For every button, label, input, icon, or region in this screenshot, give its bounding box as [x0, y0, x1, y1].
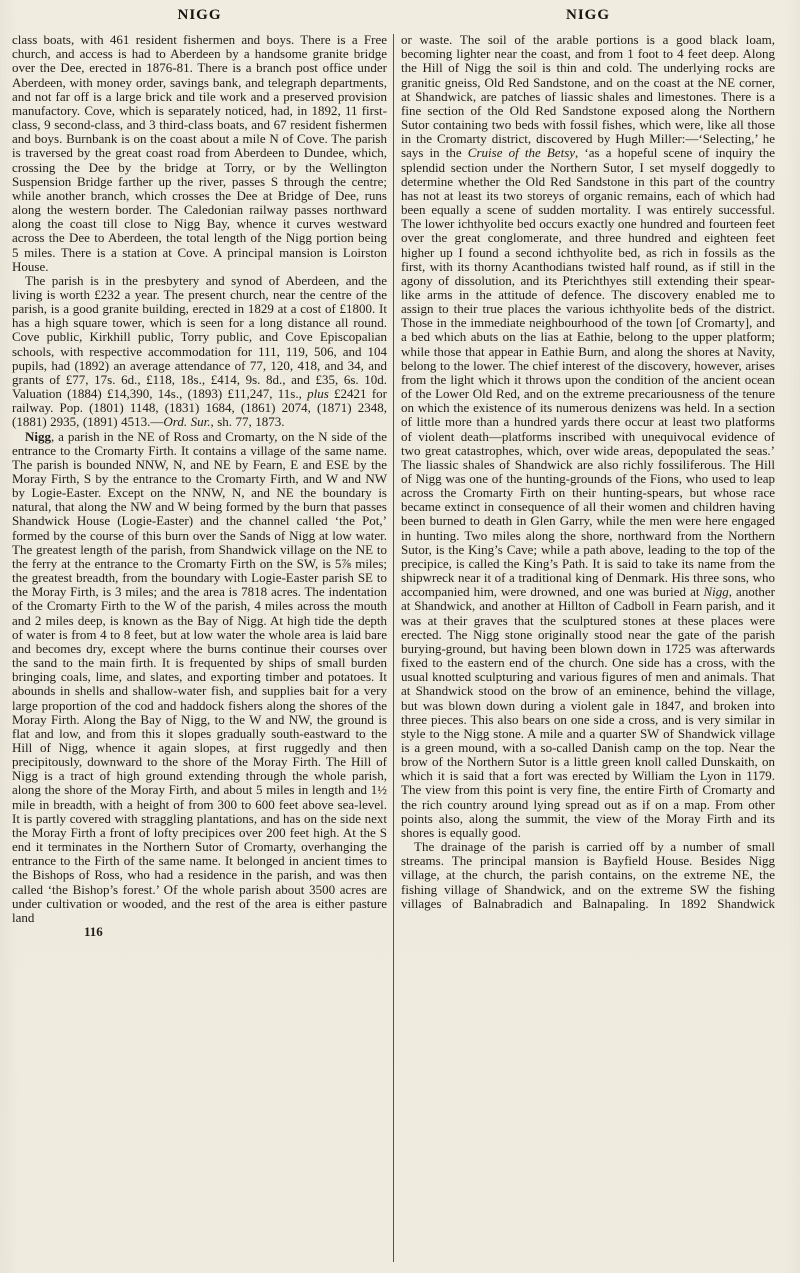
- paragraph-text: , another at Shandwick, and another at Hillton of Cadboll in Fearn parish, and it was at their graves that the sculptured stones at these places were erected. The Nigg stone originally stood near the gate of the parish burying-ground, but having been blown down in 1725 was afterwards fixed to the eastern end of the church. One side has a cross, with the usual knotted sculpturing and various figures of men and animals. That at Shandwick stood on the brow of an eminence, behind the village, but was blown down during a violent gale in 1847, and broken into three pieces. This also bears on one side a cross, and is very similar in style to the Nigg stone. A mile and a quarter SW of Shandwick village is a green mound, with a so-called Danish camp on the top. Near the brow of the Northern Sutor is a little green knoll called Dunskaith, on which it is said that a fort was erected by William the Lyon in 1179. The view from this point is very fine, the entire Firth of Cromarty and the rich country around lying spread out as if on a map. From other points also, along the summit, the view of the Moray Firth and its shores is equally good.: [401, 584, 776, 840]
- page-number: 116: [84, 924, 103, 939]
- paragraph-text: or waste. The soil of the arable portions is a good black loam, becoming lighter near the coast, and from 1 foot to 4 feet deep. Along the Hill of Nigg the soil is thin and cold. The underlying rocks are granitic gneiss, Old Red Sandstone, and on the coast at the NE corner, at Shandwick, are patches of liassic shales and limestones. There is a fine section of the Old Red Sandstone exposed along the Northern Sutor containing two beds with fossil fishes, which were, like all those in the Cromarty district, discovered by Hugh Miller:—‘Selecting,’ he says in the: [401, 32, 775, 161]
- italic-place-nigg: Nigg: [703, 584, 729, 600]
- running-head-right: NIGG: [565, 7, 610, 23]
- paragraph-text: class boats, with 461 resident fishermen and boys. There is a Free church, and access is had to Aberdeen by a handsome granite bridge over the Dee, erected in 1876-81. There is a branch post office under Aberdeen, with money order, savings bank, and telegraph departments, and not far off is a large brick and tile work and a preserved provision manufactory. Cove, which is separately noticed, had, in 1892, 11 first-class, 9 second-class, and 3 third-class boats, and 67 resident fishermen and boys. Burnbank is on the coast about a mile N of Cove. The parish is traversed by the great coast road from Aberdeen to Dundee, which, crossing the Dee by the bridge at Torry, or by the Wellington Suspension Bridge farther up the river, passes S through the centre; while another branch, which crosses the Dee at Bridge of Dee, runs along the western border. The Caledonian railway passes northward along the coast till close to Nigg Bay, whence it curves westward across the Dee to Aberdeen, the total length of the Nigg portion being 5 miles. There is a station at Cove. A principal mansion is Loirston House.: [12, 32, 387, 274]
- paragraph-drainage-villages: [401, 840, 775, 911]
- paragraph-continuation-soil-miller: [401, 33, 775, 840]
- italic-book-title-cruise-of-the-betsy: Cruise of the Betsy: [467, 145, 576, 161]
- paragraph-text: , ‘as a hopeful scene of inquiry the splendid section under the Northern Sutor, I set myself doggedly to determine whether the Old Red Sandstone in this part of the country has not at least its two storeys of organic remains, each of which had been equally a scene of sudden mortality. I was entirely successful. The lower ichthyolite bed occurs exactly one hundred and fourteen feet over the great conglomerate, and three hundred and eighteen feet higher up I found a second ichthyolite bed, as rich in fossils as the first, with its thorny Acanthodians twisted half round, as if still in the agony of dissolution, and its Pterichthyes still extending their spear-like arms in the attitude of defence. The discovery enabled me to assign to their true places the various ichthyolite beds of the district. Those in the immediate neighbourhood of the town [of Cromarty], and a bed which abuts on the lias at Eathie, belong to the upper platform; while those that appear in Eathie Burn, and along the shores at Navity, belong to the lower. The chief interest of the discovery, however, arises from the light which it throws upon the condition of the ancient ocean of the Lower Old Red, and on the extreme precariousness of the tenure on which the existence of its numerous denizens was held. In a section of little more than a hundred yards there occur at least two platforms of violent death—platforms inscribed with unequivocal evidence of two great catastrophes, which, over wide areas, depopulated the seas.’ The liassic shales of Shandwick are also richly fossiliferous. The Hill of Nigg was one of the hunting-grounds of the Fions, who used to leap across the Cromarty Firth on their hunting-spears, but whose race became extinct in consequence of all their women and children having been burned to death in Glen Garry, while the men were here engaged in hunting. Two miles along the shore, northward from the Northern Sutor, is the King’s Cave; while a path above, leading to the top of the precipice, is called the King’s Path. It is said to take its name from the shipwreck near it of a traditional king of Denmark. His three sons, who accompanied him, were drowned, and one was buried at: [401, 145, 775, 600]
- running-head-left: NIGG: [177, 7, 222, 23]
- paragraph-text: £2421 for railway. Pop. (1801) 1148, (1831) 1684, (1861) 2074, (1871) 2348, (1881) 2935, (1891) 4513.—: [12, 386, 387, 430]
- left-column: [12, 6, 393, 1273]
- paragraph-text: The drainage of the parish is carried off by a number of small streams. The principal mansion is Bayfield House. Besides Nigg village, at the church, the parish contains, on the extreme NE, the fishing village of Shandwick, and on the extreme SW the fishing villages of Balnabradich and Balnapaling. In 1892 Shandwick: [401, 839, 775, 911]
- paragraph-nigg-ross-cromarty: [12, 430, 387, 925]
- paragraph-text: The parish is in the presbytery and synod of Aberdeen, and the living is worth £232 a year. The present church, near the centre of the parish, is a good granite building, erected in 1829 at a cost of £1800. It has a high square tower, which is seen for a long distance all round. Cove public, Kirkhill public, Torry public, and Cove Episcopalian schools, with respective accommodation for 111, 119, 506, and 104 pupils, had (1892) an average attendance of 77, 120, 418, and 34, and grants of £77, 17s. 6d., £118, 18s., £414, 9s. 8d., and £35, 6s. 10d. Valuation (1884) £14,390, 14s., (1893) £11,247, 11s.,: [12, 272, 387, 402]
- paragraph-continuation-cove: [12, 33, 387, 274]
- italic-word-plus: plus: [307, 386, 329, 402]
- right-column: [394, 6, 775, 1273]
- paragraph-text: , sh. 77, 1873.: [210, 414, 285, 430]
- paragraph-parish-statistics: [12, 274, 387, 430]
- entry-headword-nigg: Nigg: [25, 428, 51, 444]
- paragraph-text: , a parish in the NE of Ross and Cromarty, on the N side of the entrance to the Cromarty Firth. It contains a village of the same name. The parish is bounded NNW, N, and NE by Fearn, E and ESE by the Moray Firth, S by the entrance to the Cromarty Firth, and W and NW by Logie-Easter. Except on the NNW, N, and NE the boundary is natural, that along the NW and W being formed by the burn that passes Shandwick House (Logie-Easter) and the channel called ‘the Pot,’ formed by the course of this burn over the Sands of Nigg at low water. The greatest length of the parish, from Shandwick village on the NE to the ferry at the entrance to the Cromarty Firth on the SW, is 5⅞ miles; the greatest breadth, from the boundary with Logie-Easter parish SE to the Moray Firth, is 3 miles; and the area is 7818 acres. The indentation of the Cromarty Firth to the W of the parish, 4 miles across the mouth and 2 miles deep, is known as the Bay of Nigg. At high tide the depth of water is from 4 to 8 feet, but at low water the whole area is laid bare and becomes dry, except where the burns continue their courses over the sand to the main firth. It is frequented by ships of small burden bringing coals, lime, and slates, and exporting timber and potatoes. It abounds in shells and shallow-water fish, and supplies bait for a very large proportion of the cod and haddock fishers along the shores of the Moray Firth. Along the Bay of Nigg, to the W and NW, the ground is flat and low, and from this it slopes gradually south-eastward to the Hill of Nigg, whence it again slopes, at first ruggedly and then precipitously, downward to the shore of the Moray Firth. The Hill of Nigg is a tract of high ground extending through the whole parish, along the shore of the Moray Firth, and about 5 miles in length and 1½ mile in breadth, with a height of from 300 to 600 feet above sea-level. It is partly covered with straggling plantations, and has on the side next the Moray Firth a front of lofty precipices over 200 feet high. At the S end it terminates in the Northern Sutor of Cromarty, overhanging the entrance to the Firth of the same name. It belonged in ancient times to the Bishops of Ross, who had a residence in the parish, and was then called ‘the Bishop’s forest.’ Of the whole parish about 3500 acres are under cultivation or wooded, and the rest of the area is either pasture land: [12, 428, 387, 925]
- italic-ordnance-survey-ref: Ord. Sur.: [163, 414, 211, 430]
- two-column-layout: [12, 6, 790, 1273]
